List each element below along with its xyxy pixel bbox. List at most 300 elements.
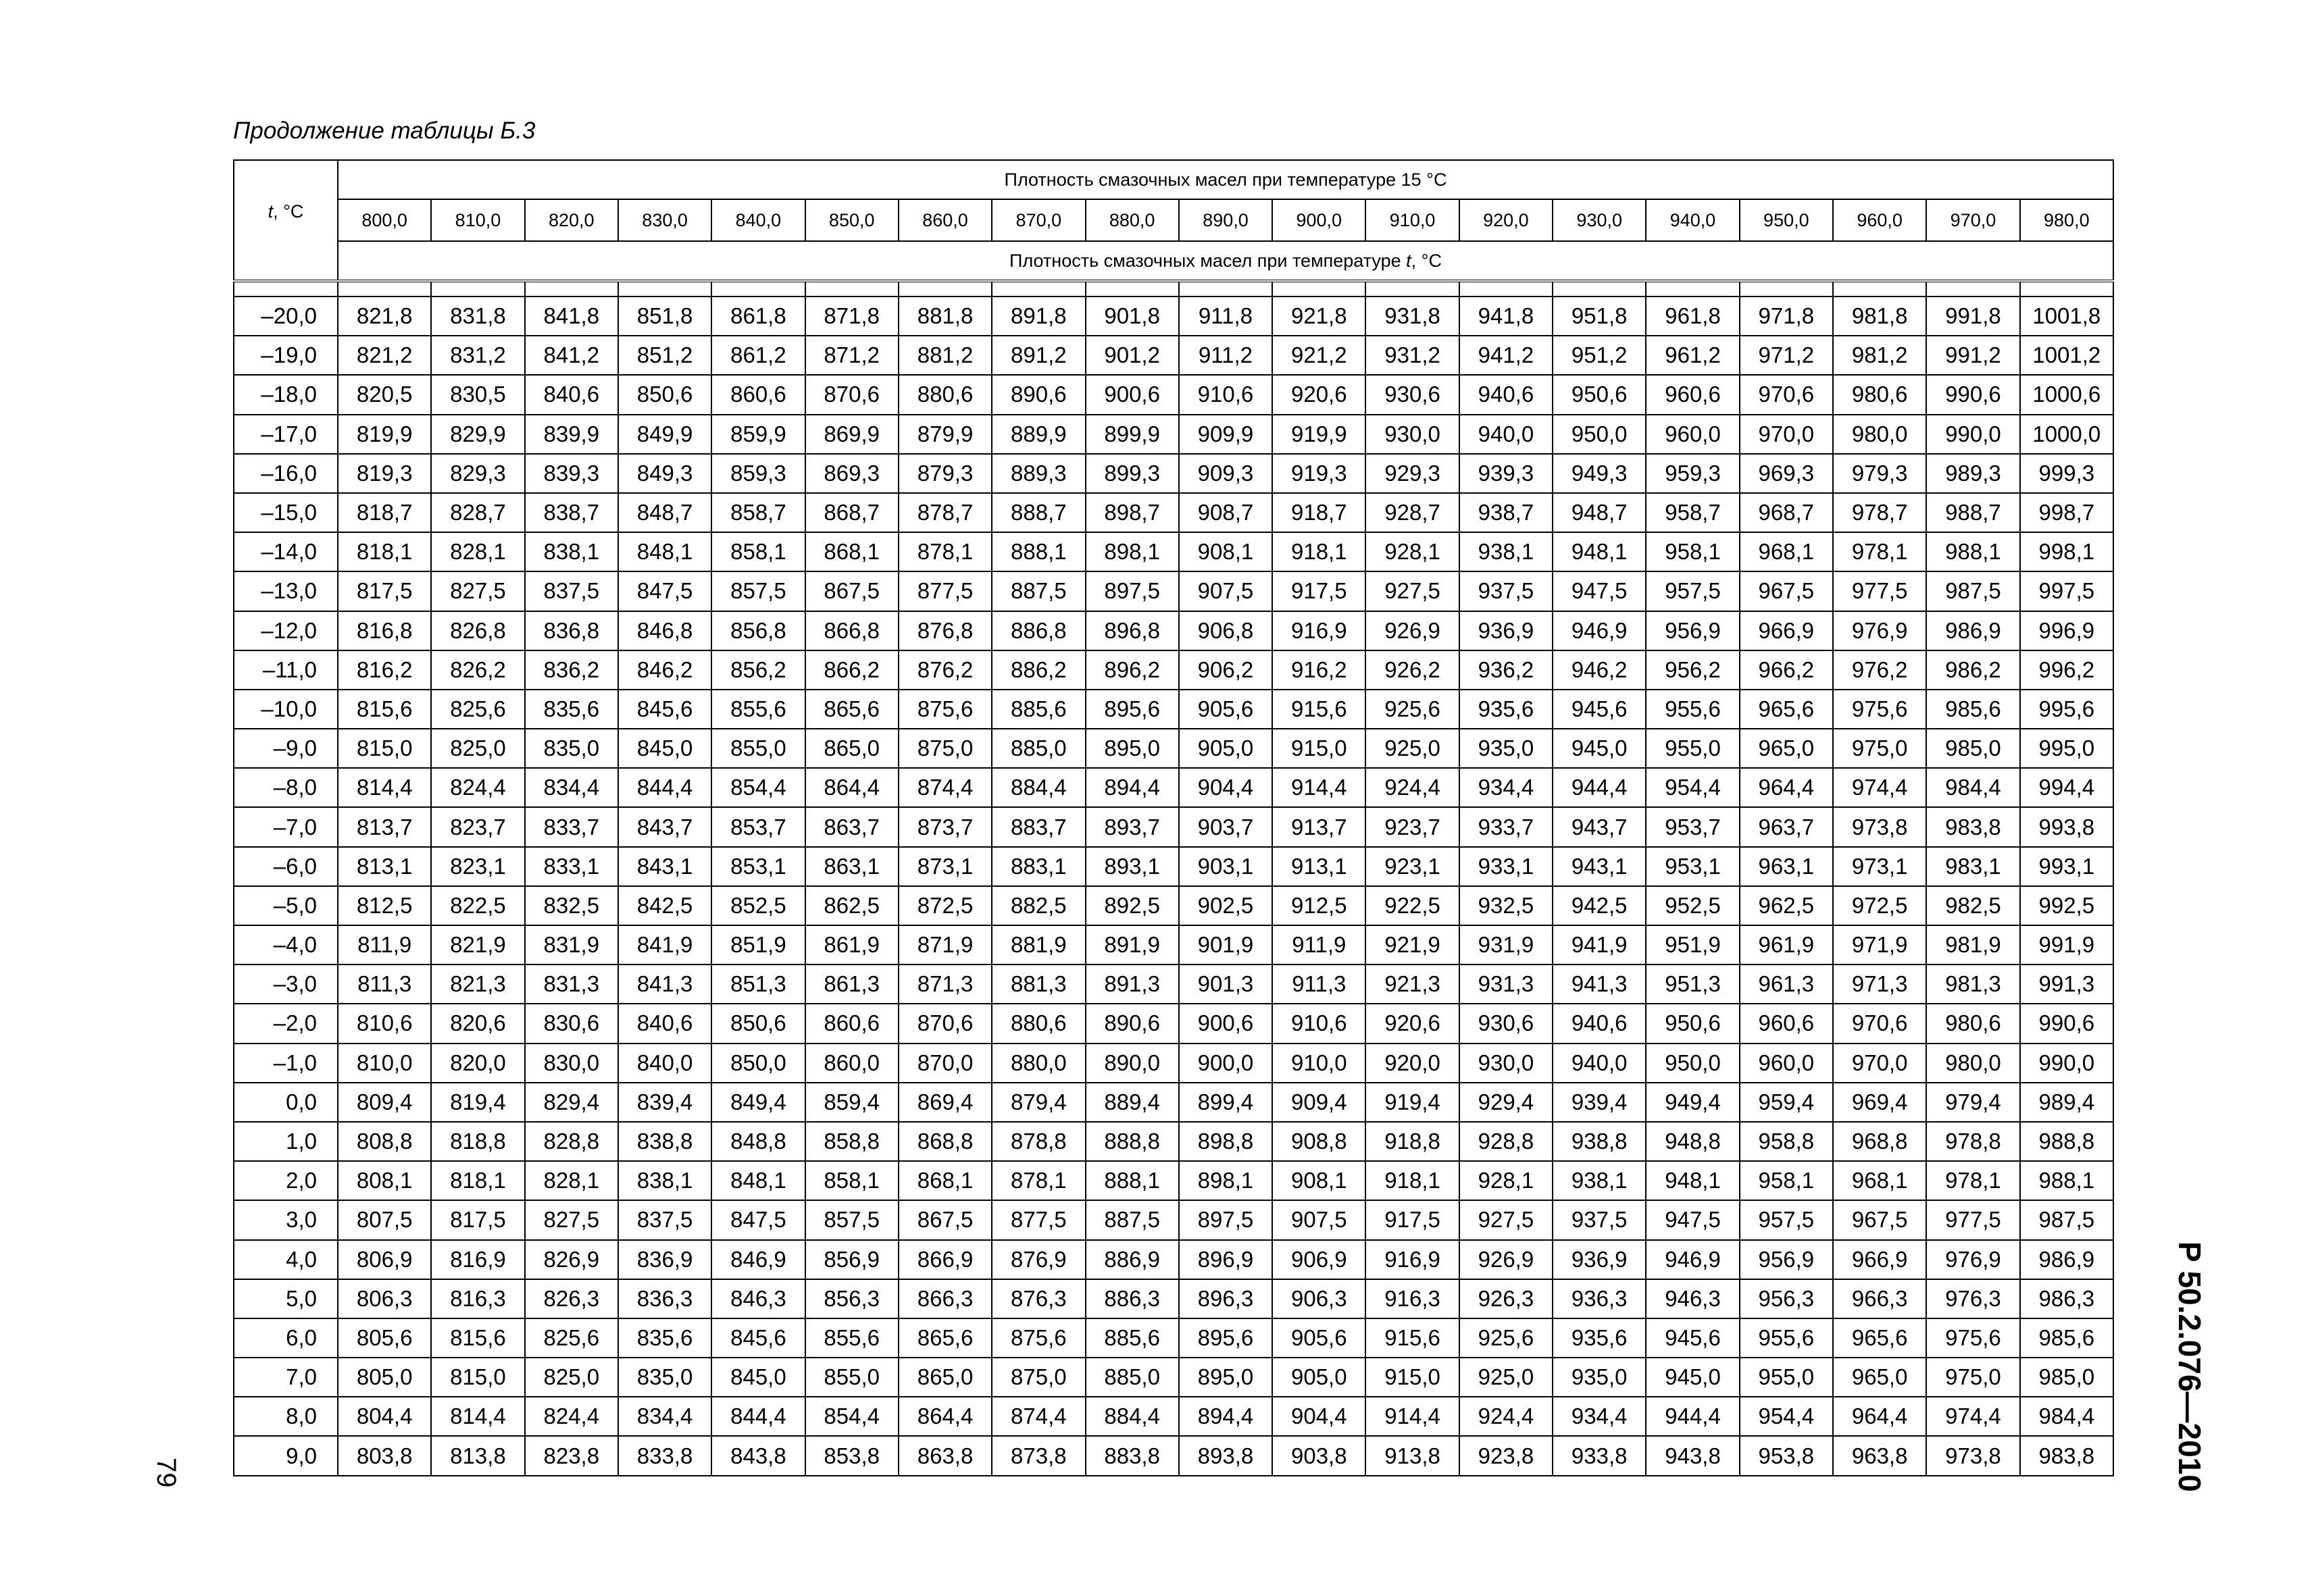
density-cell: 973,1 [1833, 847, 1926, 886]
density-cell: 941,3 [1553, 964, 1646, 1004]
density-cell: 894,4 [1086, 768, 1179, 807]
density-cell: 823,1 [431, 847, 524, 886]
density-cell: 824,4 [525, 1397, 618, 1436]
density-cell: 813,1 [338, 847, 431, 886]
density-cell: 934,4 [1459, 768, 1553, 807]
density-cell: 864,4 [899, 1397, 992, 1436]
density-cell: 962,5 [1740, 886, 1833, 925]
density-cell: 899,9 [1086, 415, 1179, 454]
density-cell: 918,8 [1365, 1122, 1459, 1161]
density-cell: 949,4 [1646, 1083, 1739, 1122]
density-cell: 925,6 [1365, 690, 1459, 729]
header-spacer [234, 281, 2113, 297]
density-cell: 848,1 [618, 532, 711, 571]
density-cell: 981,8 [1833, 297, 1926, 336]
density-cell: 946,9 [1646, 1240, 1739, 1279]
table-row [234, 807, 2113, 846]
density-cell: 917,5 [1365, 1200, 1459, 1239]
table-row [234, 847, 2113, 886]
density-cell: 910,6 [1179, 375, 1272, 414]
density-cell: 858,7 [711, 493, 805, 532]
density-cell: 869,3 [805, 454, 899, 493]
density-cell: 946,9 [1553, 611, 1646, 650]
density-cell: 889,3 [992, 454, 1085, 493]
density-cell: 826,9 [525, 1240, 618, 1279]
density-at-t-header [338, 241, 2113, 281]
density-cell: 807,5 [338, 1200, 431, 1239]
density-cell: 960,0 [1646, 415, 1739, 454]
table-row [234, 297, 2113, 336]
density-cell: 923,8 [1459, 1436, 1553, 1475]
density-cell: 843,8 [711, 1436, 805, 1475]
density-cell: 945,6 [1553, 690, 1646, 729]
density-cell: 855,6 [805, 1318, 899, 1358]
density-cell: 934,4 [1553, 1397, 1646, 1436]
density-cell: 950,6 [1553, 375, 1646, 414]
density-cell: 883,1 [992, 847, 1085, 886]
density-cell: 834,4 [618, 1397, 711, 1436]
density-cell: 890,6 [992, 375, 1085, 414]
density-cell: 878,8 [992, 1122, 1085, 1161]
spacer-cell [805, 281, 899, 297]
temperature-cell: –13,0 [234, 571, 338, 611]
density-cell: 955,0 [1740, 1358, 1833, 1397]
density-cell: 857,5 [711, 571, 805, 611]
density-cell: 943,1 [1553, 847, 1646, 886]
density-cell: 953,7 [1646, 807, 1739, 846]
density-cell: 874,4 [899, 768, 992, 807]
base-density-cell: 970,0 [1926, 199, 2019, 241]
table-row [234, 336, 2113, 375]
density-cell: 854,4 [805, 1397, 899, 1436]
spacer-cell [1553, 281, 1646, 297]
density-cell: 821,9 [431, 925, 524, 964]
table-row [234, 611, 2113, 650]
base-density-cell: 880,0 [1086, 199, 1179, 241]
density-cell: 932,5 [1459, 886, 1553, 925]
density-cell: 993,8 [2020, 807, 2113, 846]
density-cell: 905,6 [1179, 690, 1272, 729]
density-cell: 851,2 [618, 336, 711, 375]
density-cell: 891,9 [1086, 925, 1179, 964]
density-cell: 875,0 [992, 1358, 1085, 1397]
density-cell: 820,6 [431, 1004, 524, 1043]
density-cell: 879,9 [899, 415, 992, 454]
density-cell: 896,8 [1086, 611, 1179, 650]
density-cell: 970,6 [1740, 375, 1833, 414]
spacer-cell [234, 281, 338, 297]
table-row [234, 925, 2113, 964]
density-cell: 939,4 [1553, 1083, 1646, 1122]
density-cell: 941,8 [1459, 297, 1553, 336]
density-cell: 981,3 [1926, 964, 2019, 1004]
density-cell: 971,2 [1740, 336, 1833, 375]
density-cell: 845,0 [618, 729, 711, 768]
density-cell: 840,6 [525, 375, 618, 414]
density-cell: 862,5 [805, 886, 899, 925]
density-cell: 816,9 [431, 1240, 524, 1279]
density-cell: 845,6 [618, 690, 711, 729]
density-cell: 947,5 [1553, 571, 1646, 611]
density-cell: 985,0 [2020, 1358, 2113, 1397]
temperature-cell: –15,0 [234, 493, 338, 532]
density-cell: 996,9 [2020, 611, 2113, 650]
density-cell: 967,5 [1740, 571, 1833, 611]
density-cell: 873,1 [899, 847, 992, 886]
density-cell: 904,4 [1272, 1397, 1365, 1436]
density-cell: 966,2 [1740, 650, 1833, 690]
table-body [234, 297, 2113, 1476]
density-cell: 936,3 [1553, 1279, 1646, 1318]
table-row [234, 964, 2113, 1004]
density-cell: 941,2 [1459, 336, 1553, 375]
density-cell: 950,0 [1553, 415, 1646, 454]
table-row [234, 1240, 2113, 1279]
density-cell: 987,5 [2020, 1200, 2113, 1239]
density-cell: 941,9 [1553, 925, 1646, 964]
density-cell: 958,8 [1740, 1122, 1833, 1161]
density-cell: 995,0 [2020, 729, 2113, 768]
density-cell: 890,0 [1086, 1044, 1179, 1083]
density-cell: 849,3 [618, 454, 711, 493]
density-cell: 984,4 [2020, 1397, 2113, 1436]
density-cell: 884,4 [1086, 1397, 1179, 1436]
density-cell: 921,2 [1272, 336, 1365, 375]
density-cell: 855,6 [711, 690, 805, 729]
density-cell: 915,0 [1365, 1358, 1459, 1397]
temperature-cell: –1,0 [234, 1044, 338, 1083]
density-cell: 921,8 [1272, 297, 1365, 336]
density-cell: 839,4 [618, 1083, 711, 1122]
density-cell: 953,1 [1646, 847, 1739, 886]
density-cell: 899,4 [1179, 1083, 1272, 1122]
density-cell: 888,1 [1086, 1161, 1179, 1200]
density-cell: 986,3 [2020, 1279, 2113, 1318]
density-cell: 881,9 [992, 925, 1085, 964]
density-cell: 838,1 [618, 1161, 711, 1200]
density-table-grid [233, 159, 2114, 1476]
density-cell: 929,4 [1459, 1083, 1553, 1122]
density-cell: 935,6 [1553, 1318, 1646, 1358]
density-cell: 920,0 [1365, 1044, 1459, 1083]
density-cell: 848,7 [618, 493, 711, 532]
density-cell: 930,0 [1365, 415, 1459, 454]
density-cell: 940,6 [1459, 375, 1553, 414]
table-row [234, 690, 2113, 729]
density-cell: 837,5 [525, 571, 618, 611]
density-cell: 818,1 [338, 532, 431, 571]
density-cell: 806,3 [338, 1279, 431, 1318]
density-cell: 846,9 [711, 1240, 805, 1279]
density-cell: 860,6 [711, 375, 805, 414]
density-cell: 983,8 [2020, 1436, 2113, 1475]
density-cell: 968,1 [1833, 1161, 1926, 1200]
density-cell: 990,0 [2020, 1044, 2113, 1083]
density-cell: 871,2 [805, 336, 899, 375]
density-cell: 888,8 [1086, 1122, 1179, 1161]
density-cell: 916,9 [1272, 611, 1365, 650]
temperature-cell: 0,0 [234, 1083, 338, 1122]
density-cell: 871,3 [899, 964, 992, 1004]
density-cell: 906,3 [1272, 1279, 1365, 1318]
density-cell: 864,4 [805, 768, 899, 807]
density-cell: 951,8 [1553, 297, 1646, 336]
density-cell: 831,2 [431, 336, 524, 375]
density-cell: 950,0 [1646, 1044, 1739, 1083]
density-cell: 835,0 [618, 1358, 711, 1397]
density-cell: 905,0 [1179, 729, 1272, 768]
temperature-cell: –2,0 [234, 1004, 338, 1043]
density-cell: 851,3 [711, 964, 805, 1004]
density-cell: 816,2 [338, 650, 431, 690]
density-cell: 975,6 [1833, 690, 1926, 729]
density-cell: 928,7 [1365, 493, 1459, 532]
spacer-row [234, 281, 2113, 297]
density-cell: 870,0 [899, 1044, 992, 1083]
density-cell: 986,9 [1926, 611, 2019, 650]
density-cell: 963,1 [1740, 847, 1833, 886]
density-cell: 981,2 [1833, 336, 1926, 375]
temperature-cell: 6,0 [234, 1318, 338, 1358]
density-cell: 898,8 [1179, 1122, 1272, 1161]
density-cell: 888,1 [992, 532, 1085, 571]
density-cell: 909,4 [1272, 1083, 1365, 1122]
spacer-cell [525, 281, 618, 297]
density-cell: 980,0 [1926, 1044, 2019, 1083]
density-cell: 919,3 [1272, 454, 1365, 493]
density-cell: 954,4 [1646, 768, 1739, 807]
density-table [233, 159, 2114, 1476]
density-cell: 885,0 [992, 729, 1085, 768]
density-cell: 933,1 [1459, 847, 1553, 886]
density-cell: 847,5 [618, 571, 711, 611]
density-cell: 913,1 [1272, 847, 1365, 886]
density-cell: 901,3 [1179, 964, 1272, 1004]
density-cell: 849,4 [711, 1083, 805, 1122]
density-cell: 916,3 [1365, 1279, 1459, 1318]
density-cell: 965,0 [1833, 1358, 1926, 1397]
table-row [234, 532, 2113, 571]
density-cell: 996,2 [2020, 650, 2113, 690]
density-cell: 980,6 [1926, 1004, 2019, 1043]
density-cell: 961,3 [1740, 964, 1833, 1004]
density-cell: 968,7 [1740, 493, 1833, 532]
density-cell: 838,8 [618, 1122, 711, 1161]
density-cell: 826,8 [431, 611, 524, 650]
density-cell: 886,9 [1086, 1240, 1179, 1279]
document-code: Р 50.2.076—2010 [2172, 1241, 2207, 1492]
density-cell: 842,5 [618, 886, 711, 925]
density-cell: 986,2 [1926, 650, 2019, 690]
density-cell: 868,1 [899, 1161, 992, 1200]
density-cell: 836,9 [618, 1240, 711, 1279]
density-cell: 863,8 [899, 1436, 992, 1475]
density-cell: 850,6 [618, 375, 711, 414]
temperature-cell: –19,0 [234, 336, 338, 375]
density-cell: 938,7 [1459, 493, 1553, 532]
density-cell: 938,1 [1459, 532, 1553, 571]
density-cell: 891,8 [992, 297, 1085, 336]
table-row [234, 1004, 2113, 1043]
density-cell: 830,5 [431, 375, 524, 414]
density-cell: 983,8 [1926, 807, 2019, 846]
density-cell: 937,5 [1553, 1200, 1646, 1239]
base-density-cell: 980,0 [2020, 199, 2113, 241]
temperature-cell: –17,0 [234, 415, 338, 454]
density-cell: 803,8 [338, 1436, 431, 1475]
density-cell: 869,4 [899, 1083, 992, 1122]
density-cell: 805,6 [338, 1318, 431, 1358]
density-cell: 818,8 [431, 1122, 524, 1161]
density-cell: 830,0 [525, 1044, 618, 1083]
base-density-cell: 950,0 [1740, 199, 1833, 241]
density-cell: 869,9 [805, 415, 899, 454]
density-cell: 975,0 [1833, 729, 1926, 768]
density-cell: 861,3 [805, 964, 899, 1004]
density-cell: 992,5 [2020, 886, 2113, 925]
density-cell: 903,8 [1272, 1436, 1365, 1475]
density-cell: 811,9 [338, 925, 431, 964]
temperature-cell: 7,0 [234, 1358, 338, 1397]
density-cell: 900,6 [1179, 1004, 1272, 1043]
density-cell: 973,8 [1926, 1436, 2019, 1475]
density-cell: 813,7 [338, 807, 431, 846]
density-cell: 965,6 [1833, 1318, 1926, 1358]
density-cell: 817,5 [431, 1200, 524, 1239]
density-cell: 867,5 [805, 571, 899, 611]
density-cell: 859,3 [711, 454, 805, 493]
density-cell: 895,6 [1086, 690, 1179, 729]
density-cell: 971,9 [1833, 925, 1926, 964]
density-cell: 889,4 [1086, 1083, 1179, 1122]
density-cell: 840,6 [618, 1004, 711, 1043]
density-cell: 1001,2 [2020, 336, 2113, 375]
density-cell: 903,1 [1179, 847, 1272, 886]
density-cell: 944,4 [1553, 768, 1646, 807]
density-cell: 833,8 [618, 1436, 711, 1475]
density-cell: 826,3 [525, 1279, 618, 1318]
density-cell: 925,0 [1459, 1358, 1553, 1397]
density-cell: 827,5 [431, 571, 524, 611]
density-cell: 983,1 [1926, 847, 2019, 886]
density-cell: 809,4 [338, 1083, 431, 1122]
density-cell: 911,3 [1272, 964, 1365, 1004]
density-cell: 908,8 [1272, 1122, 1365, 1161]
density-cell: 954,4 [1740, 1397, 1833, 1436]
density-cell: 884,4 [992, 768, 1085, 807]
density-cell: 899,3 [1086, 454, 1179, 493]
table-row [234, 1397, 2113, 1436]
density-cell: 995,6 [2020, 690, 2113, 729]
density-cell: 979,4 [1926, 1083, 2019, 1122]
density-cell: 848,8 [711, 1122, 805, 1161]
density-cell: 874,4 [992, 1397, 1085, 1436]
base-density-cell: 900,0 [1272, 199, 1365, 241]
density-cell: 989,4 [2020, 1083, 2113, 1122]
density-cell: 901,2 [1086, 336, 1179, 375]
temperature-symbol: t [268, 201, 274, 222]
base-density-cell: 960,0 [1833, 199, 1926, 241]
density-cell: 895,0 [1086, 729, 1179, 768]
density-cell: 970,0 [1740, 415, 1833, 454]
spacer-cell [2020, 281, 2113, 297]
density-cell: 890,6 [1086, 1004, 1179, 1043]
density-cell: 880,6 [992, 1004, 1085, 1043]
density-cell: 861,2 [711, 336, 805, 375]
density-cell: 873,7 [899, 807, 992, 846]
density-cell: 920,6 [1365, 1004, 1459, 1043]
density-cell: 834,4 [525, 768, 618, 807]
density-cell: 931,2 [1365, 336, 1459, 375]
temperature-unit: , °С [1411, 250, 1442, 271]
density-cell: 882,5 [992, 886, 1085, 925]
density-cell: 906,2 [1179, 650, 1272, 690]
density-cell: 950,6 [1646, 1004, 1739, 1043]
density-cell: 978,1 [1926, 1161, 2019, 1200]
table-row [234, 729, 2113, 768]
density-cell: 931,8 [1365, 297, 1459, 336]
density-cell: 963,7 [1740, 807, 1833, 846]
density-cell: 910,6 [1272, 1004, 1365, 1043]
density-cell: 977,5 [1926, 1200, 2019, 1239]
density-cell: 957,5 [1646, 571, 1739, 611]
density-cell: 885,0 [1086, 1358, 1179, 1397]
density-cell: 971,8 [1740, 297, 1833, 336]
density-cell: 918,1 [1272, 532, 1365, 571]
base-density-cell: 930,0 [1553, 199, 1646, 241]
density-cell: 991,9 [2020, 925, 2113, 964]
density-cell: 930,0 [1459, 1044, 1553, 1083]
density-cell: 898,1 [1179, 1161, 1272, 1200]
density-cell: 928,8 [1459, 1122, 1553, 1161]
density-cell: 905,0 [1272, 1358, 1365, 1397]
density-cell: 926,9 [1365, 611, 1459, 650]
density-cell: 917,5 [1272, 571, 1365, 611]
density-cell: 901,9 [1179, 925, 1272, 964]
density-cell: 844,4 [618, 768, 711, 807]
density-cell: 870,6 [805, 375, 899, 414]
density-cell: 877,5 [992, 1200, 1085, 1239]
density-cell: 926,2 [1365, 650, 1459, 690]
base-density-cell: 870,0 [992, 199, 1085, 241]
table-row [234, 493, 2113, 532]
density-cell: 965,6 [1740, 690, 1833, 729]
density-cell: 974,4 [1926, 1397, 2019, 1436]
spacer-cell [1833, 281, 1926, 297]
density-cell: 898,7 [1086, 493, 1179, 532]
density-cell: 823,7 [431, 807, 524, 846]
table-row [234, 415, 2113, 454]
density-cell: 951,2 [1553, 336, 1646, 375]
density-cell: 990,0 [1926, 415, 2019, 454]
density-cell: 843,1 [618, 847, 711, 886]
density-cell: 919,9 [1272, 415, 1365, 454]
density-cell: 878,1 [992, 1161, 1085, 1200]
density-cell: 863,1 [805, 847, 899, 886]
density-cell: 918,7 [1272, 493, 1365, 532]
density-cell: 806,9 [338, 1240, 431, 1279]
density-cell: 958,7 [1646, 493, 1739, 532]
density-cell: 960,6 [1646, 375, 1739, 414]
density-cell: 930,6 [1459, 1004, 1553, 1043]
density-cell: 974,4 [1833, 768, 1926, 807]
density-cell: 963,8 [1833, 1436, 1926, 1475]
density-cell: 935,6 [1459, 690, 1553, 729]
density-cell: 818,1 [431, 1161, 524, 1200]
table-row [234, 1122, 2113, 1161]
density-cell: 906,9 [1272, 1240, 1365, 1279]
density-cell: 895,6 [1179, 1318, 1272, 1358]
